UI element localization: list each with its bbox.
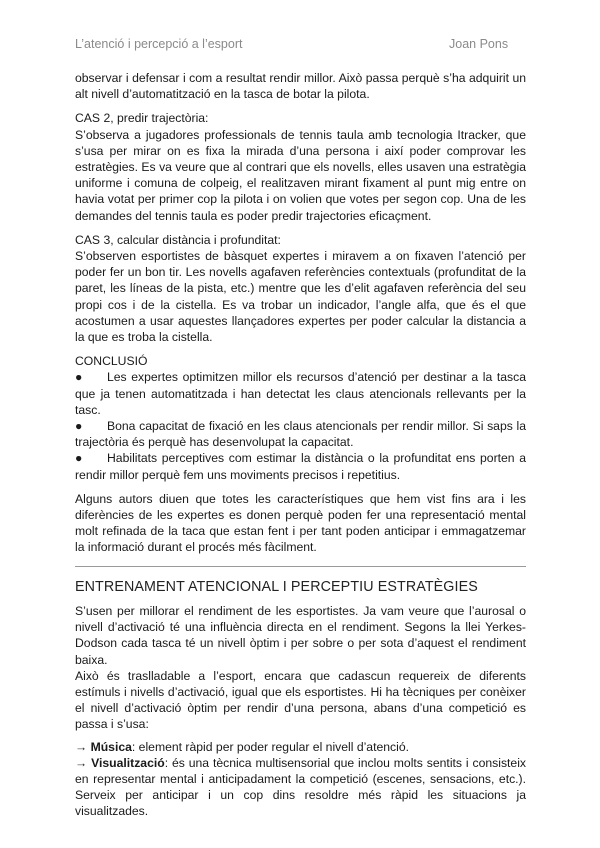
conclusio-heading: CONCLUSIÓ bbox=[75, 354, 148, 369]
header-author: Joan Pons bbox=[449, 37, 509, 51]
arrow-icon: → bbox=[75, 755, 88, 770]
bullet-icon: ● bbox=[75, 451, 83, 466]
bullet-item-2 bbox=[75, 418, 526, 450]
arrow-icon: → bbox=[75, 739, 88, 754]
visualitzacio-text: : és una tècnica multisensorial que inclou molts sentits i consisteix en representar mental i anticipadament la competició (escenes, sensacions, etc.). Serveix per anticipar i un cop dins resoldre més ràpid les situacions ja visualitzades. bbox=[75, 755, 526, 819]
cas2-paragraph: S’observa a jugadores professionals de tennis taula amb tecnologia Itracker, que s’usa per mirar on es fixa la mirada d’una persona i així poder comprovar les estratègies. Es va veure que al contrari que els novells, elles usaven una estratègia uniforme i comuna de colpeig, el realitzaven mirant fixament al punt mig entre on havia votat per primer cop la pilota i on volien que votes per segon cop. Una de les demandes del tennis taula es poder predir trajectories eficaçment. bbox=[75, 127, 526, 223]
musica-item bbox=[75, 739, 526, 755]
bullet-item-3 bbox=[75, 450, 526, 482]
visualitzacio-term: Visualització bbox=[91, 755, 165, 770]
cas3-paragraph: S’observen esportistes de bàsquet expertes i miravem a on fixaven l’atenció per poder fer un bon tir. Les novells agafaven referències contextuals (profunditat de la paret, les líneas de la pista, etc.) mentre que les d’elit agafaven referència del seu propi cos i de la cistella. Es va trobar un indicador, l’angle alfa, que és el que acostumen a usar aquestes llançadores expertes per poder calcular la distancia a la que es troba la cistella. bbox=[75, 249, 526, 345]
musica-text: : element ràpid per poder regular el nivell d’atenció. bbox=[131, 739, 409, 754]
bullet-text: Bona capacitat de fixació en les claus atencionals per rendir millor. Si saps la trajectòria és perquè has desenvolupat la capacitat. bbox=[75, 419, 526, 450]
document-body bbox=[75, 70, 526, 820]
visualitzacio-item bbox=[75, 755, 526, 820]
bullet-icon: ● bbox=[75, 419, 83, 434]
closing-paragraph: Alguns autors diuen que totes les característiques que hem vist fins ara i les diferències de les expertes es donen perquè poden fer una representació mental molt refinada de la taca que estan fent i per tant poden anticipar i emmagatzemar la informació durant el procés més fàcilment. bbox=[75, 491, 526, 555]
section2-paragraph-1: S’usen per millorar el rendiment de les esportistes. Ja vam veure que l’aurosal o nivell d’activació té una influència directa en el rendiment. Segons la llei Yerkes-Dodson cada tasca té un nivell òptim i per sobre o per sota d’aquest el rendiment baixa. bbox=[75, 603, 526, 667]
section2-paragraph-2: Això és traslladable a l’esport, encara que cadascun requereix de diferents estímuls i nivells d’activació, igual que els esportistes. Hi ha tècniques per conèixer el nivell d’activació òptim per rendir d’una persona, abans d’una competició es passa i s’usa: bbox=[75, 668, 526, 732]
cas3-heading: CAS 3, calcular distància i profunditat: bbox=[75, 232, 281, 247]
section-divider bbox=[75, 566, 526, 567]
musica-term: Música bbox=[90, 739, 132, 754]
bullet-text: Les expertes optimitzen millor els recursos d’atenció per destinar a la tasca que ja tenen automatitzada i han detectat les claus atencionals rellevants per la tasc. bbox=[75, 370, 526, 417]
cas2-heading: CAS 2, predir trajectòria: bbox=[75, 111, 209, 126]
bullet-item-1 bbox=[75, 369, 526, 418]
bullet-icon: ● bbox=[75, 370, 83, 385]
bullet-text: Habilitats perceptives com estimar la distància o la profunditat ens porten a rendir millor perquè fem uns moviments precisos i repetitius. bbox=[75, 451, 526, 482]
intro-paragraph: observar i defensar i com a resultat rendir millor. Això passa perquè s’ha adquirit un alt nivell d’automatització en la tasca de botar la pilota. bbox=[75, 71, 526, 102]
section-title: ENTRENAMENT ATENCIONAL I PERCEPTIU ESTRATÈGIES bbox=[75, 578, 478, 595]
header-title: L’atenció i percepció a l’esport bbox=[75, 37, 243, 51]
